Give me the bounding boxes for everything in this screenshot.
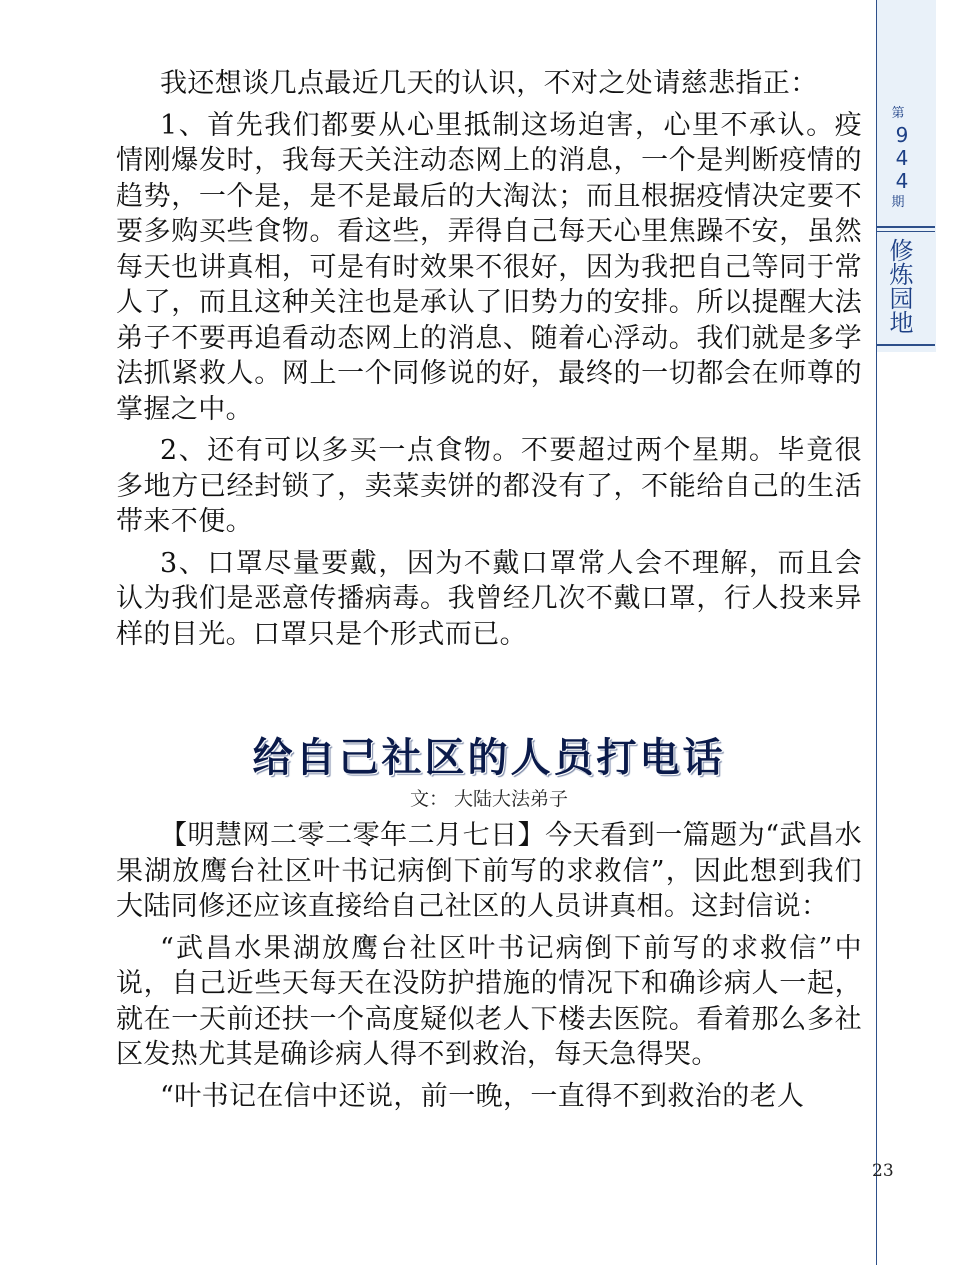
- issue-digit: 4: [895, 169, 909, 193]
- paragraph: 【明慧网二零二零年二月七日】今天看到一篇题为“武昌水果湖放鹰台社区叶书记病倒下前写的求救信”，因此想到我们大陆同修还应该直接给自己社区的人员讲真相。这封信说：: [116, 820, 862, 922]
- column-label: 修炼园地: [885, 238, 913, 334]
- paragraph: 2、还有可以多买一点食物。不要超过两个星期。毕竟很多地方已经封锁了，卖菜卖饼的都没有了，不能给自己的生活带来不便。: [116, 435, 862, 537]
- issue-digit: 4: [895, 146, 909, 170]
- sidebar-divider: [877, 231, 935, 232]
- sidebar-divider: [877, 344, 935, 346]
- article-title: 给自己社区的人员打电话: [252, 734, 726, 781]
- issue-digit: 9: [895, 123, 909, 147]
- issue-prefix: 第: [891, 106, 905, 121]
- paragraph: 我还想谈几点最近几天的认识，不对之处请慈悲指正：: [160, 68, 818, 99]
- paragraph: “武昌水果湖放鹰台社区叶书记病倒下前写的求救信”中说，自己近些天每天在没防护措施的情况下和确诊病人一起，就在一天前还扶一个高度疑似老人下楼去医院。看着那么多社区发热尤其是确诊病人得不到救治，每天急得哭。: [116, 932, 862, 1070]
- issue-number: [877, 104, 935, 224]
- article-byline: 文： 大陆大法弟子: [409, 788, 569, 810]
- page-number: 23: [872, 1161, 894, 1181]
- issue-suffix: 期: [891, 195, 905, 210]
- main-text: [116, 66, 862, 1120]
- paragraph: 1、首先我们都要从心里抵制这场迫害，心里不承认。疫情刚爆发时，我每天关注动态网上的消息，一个是判断疫情的趋势，一个是，是不是最后的大淘汰；而且根据疫情决定要不要多购买些食物。看这些，弄得自己每天心里焦躁不安，虽然每天也讲真相，可是有时效果不很好，因为我把自己等同于常人了，而且这种关注也是承认了旧势力的安排。所以提醒大法弟子不要再追看动态网上的消息、随着心浮动。我们就是多学法抓紧救人。网上一个同修说的好，最终的一切都会在师尊的掌握之中。: [116, 109, 862, 425]
- paragraph: “叶书记在信中还说，前一晚，一直得不到救治的老人: [160, 1080, 805, 1112]
- paragraph: 3、口罩尽量要戴，因为不戴口罩常人会不理解，而且会认为我们是恶意传播病毒。我曾经几次不戴口罩，行人投来异样的目光。口罩只是个形式而已。: [116, 547, 862, 650]
- sidebar-divider: [877, 226, 935, 228]
